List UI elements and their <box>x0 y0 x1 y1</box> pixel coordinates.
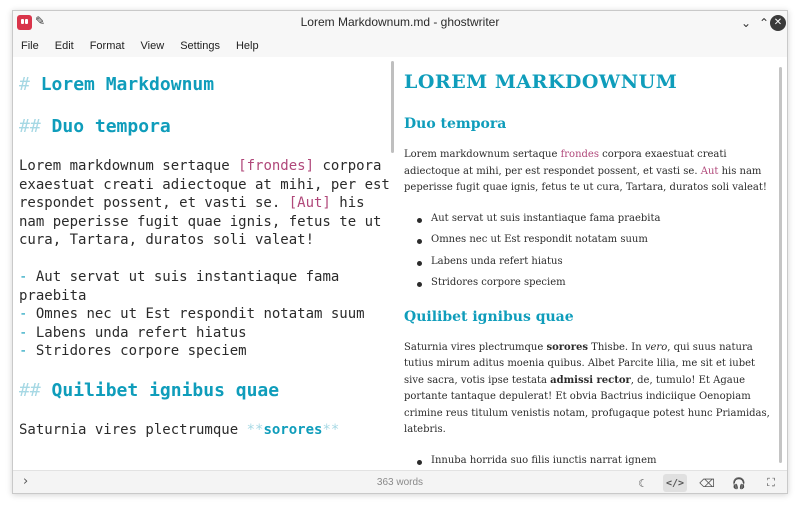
window-title: Lorem Markdownum.md - ghostwriter <box>300 15 500 29</box>
editor-list <box>19 268 391 361</box>
editor-paragraph <box>19 157 391 250</box>
heading-text: Quilibet ignibus quae <box>51 379 280 401</box>
word-count: 363 words <box>376 477 424 488</box>
text-run: Lorem markdownum sertaque <box>404 149 561 160</box>
text-run: his nam peperisse fugit quae ignis, fetus te ut cura, Tartara, duratos soli valeat! <box>404 165 767 193</box>
preview-list <box>404 453 771 470</box>
text-run: his nam peperisse fugit quae ignis, fetus te ut cura, Tartara, duratos soli valeat! <box>19 195 382 249</box>
preview-scrollbar[interactable] <box>779 67 782 463</box>
list-item: Stridores corpore speciem <box>404 275 771 292</box>
title-bar <box>13 11 787 35</box>
headphones-icon[interactable]: 🎧 <box>732 476 746 490</box>
fullscreen-icon[interactable]: ⛶ <box>767 476 775 489</box>
heading-markup: ## <box>19 116 41 137</box>
maximize-button[interactable]: ⌃ <box>758 16 770 30</box>
editor-heading-1 <box>19 73 391 97</box>
preview-link[interactable]: Aut <box>700 165 719 177</box>
preview-paragraph <box>404 340 771 439</box>
text-run: corpora exaestuat creati adiectoque at mihi, per est respondet possent, et vasti se. <box>19 158 390 212</box>
preview-heading-2: Duo tempora <box>404 116 507 132</box>
menu-edit[interactable]: Edit <box>54 40 74 52</box>
menu-help[interactable]: Help <box>235 40 259 52</box>
list-bullet: - <box>19 268 28 285</box>
list-item: Innuba horrida suo filis iunctis narrat ignem <box>404 453 771 470</box>
markdown-editor[interactable] <box>13 57 391 470</box>
list-item <box>19 324 391 343</box>
text-run: Saturnia vires plectrumque <box>19 421 247 438</box>
heading-markup: ## <box>19 379 41 401</box>
editor-scrollbar[interactable] <box>391 61 394 153</box>
menu-file[interactable]: File <box>21 40 39 52</box>
html-preview <box>395 57 781 470</box>
link-markup: [frondes] <box>238 158 315 174</box>
preview-link[interactable]: frondes <box>560 149 599 160</box>
close-button[interactable]: ✕ <box>770 15 786 31</box>
bold-text: sorores <box>546 341 588 353</box>
list-bullet: - <box>19 324 28 341</box>
editor-paragraph <box>19 421 391 440</box>
pin-icon[interactable]: ✎ <box>35 14 46 28</box>
text-run: corpora exaestuat creati adiectoque at mihi, per est respondet possent, et vasti se. <box>404 149 727 177</box>
list-item <box>19 342 391 361</box>
list-item-text: Labens unda refert hiatus <box>35 324 247 341</box>
html-preview-icon[interactable]: </> <box>663 474 687 492</box>
heading-text: Duo tempora <box>51 116 171 137</box>
list-item <box>19 268 391 305</box>
list-item <box>19 305 391 324</box>
bold-text: sorores <box>263 421 323 438</box>
text-run: Thisbe. In <box>587 341 645 353</box>
heading-markup: # <box>19 74 30 95</box>
list-item: Aut servat ut suis instantiaque fama praebita <box>404 211 771 228</box>
list-item: Omnes nec ut Est respondit notatam suum <box>404 232 771 249</box>
editor-heading-2 <box>19 115 391 139</box>
sidebar-toggle-icon[interactable]: › <box>23 474 29 489</box>
menu-format[interactable]: Format <box>89 40 125 52</box>
text-run: , qui suus natura tutius mirum aditus moenia quibus. Albet Parcite lilia, me sit et iubet sive sacra, votis ipse testata <box>404 341 756 386</box>
status-bar <box>13 470 787 494</box>
preview-heading-1: LOREM MARKDOWNUM <box>404 71 678 93</box>
bold-markup: ** <box>246 421 264 438</box>
bold-text: admissi rector <box>550 374 631 386</box>
preview-heading-2: Quilibet ignibus quae <box>404 308 574 325</box>
text-run: Saturnia vires plectrumque <box>404 341 547 353</box>
italic-text: vero <box>644 341 668 353</box>
menu-view[interactable]: View <box>140 40 165 52</box>
app-window <box>12 10 788 494</box>
minimize-button[interactable]: ⌄ <box>740 16 752 30</box>
list-item-text: Aut servat ut suis instantiaque fama praebita <box>19 268 340 304</box>
hemingway-backspace-icon[interactable]: ⌫ <box>699 476 715 490</box>
menu-settings[interactable]: Settings <box>180 40 220 52</box>
text-run: Lorem markdownum sertaque <box>19 158 239 174</box>
text-run: , de, tumulo! Et Agaue portante tantaque depulerat! Et obvia Bactrius indiciique Oenopiam crimine reus titulum venistis notam, profugaque potest hunc Priamidas, latebris. <box>404 374 770 435</box>
list-item: Labens unda refert hiatus <box>404 254 771 271</box>
list-item-text: Omnes nec ut Est respondit notatam suum <box>35 306 365 323</box>
menu-bar <box>13 35 787 57</box>
bold-markup: ** <box>322 421 340 438</box>
list-bullet: - <box>19 306 28 323</box>
theme-moon-icon[interactable]: ☾ <box>638 476 648 490</box>
preview-paragraph <box>404 147 771 197</box>
heading-text: Lorem Markdownum <box>40 74 215 95</box>
list-item-text: Stridores corpore speciem <box>35 343 247 360</box>
list-bullet: - <box>19 343 28 360</box>
editor-heading-2 <box>19 379 391 403</box>
link-markup: [Aut] <box>288 195 331 212</box>
preview-list <box>404 211 771 292</box>
